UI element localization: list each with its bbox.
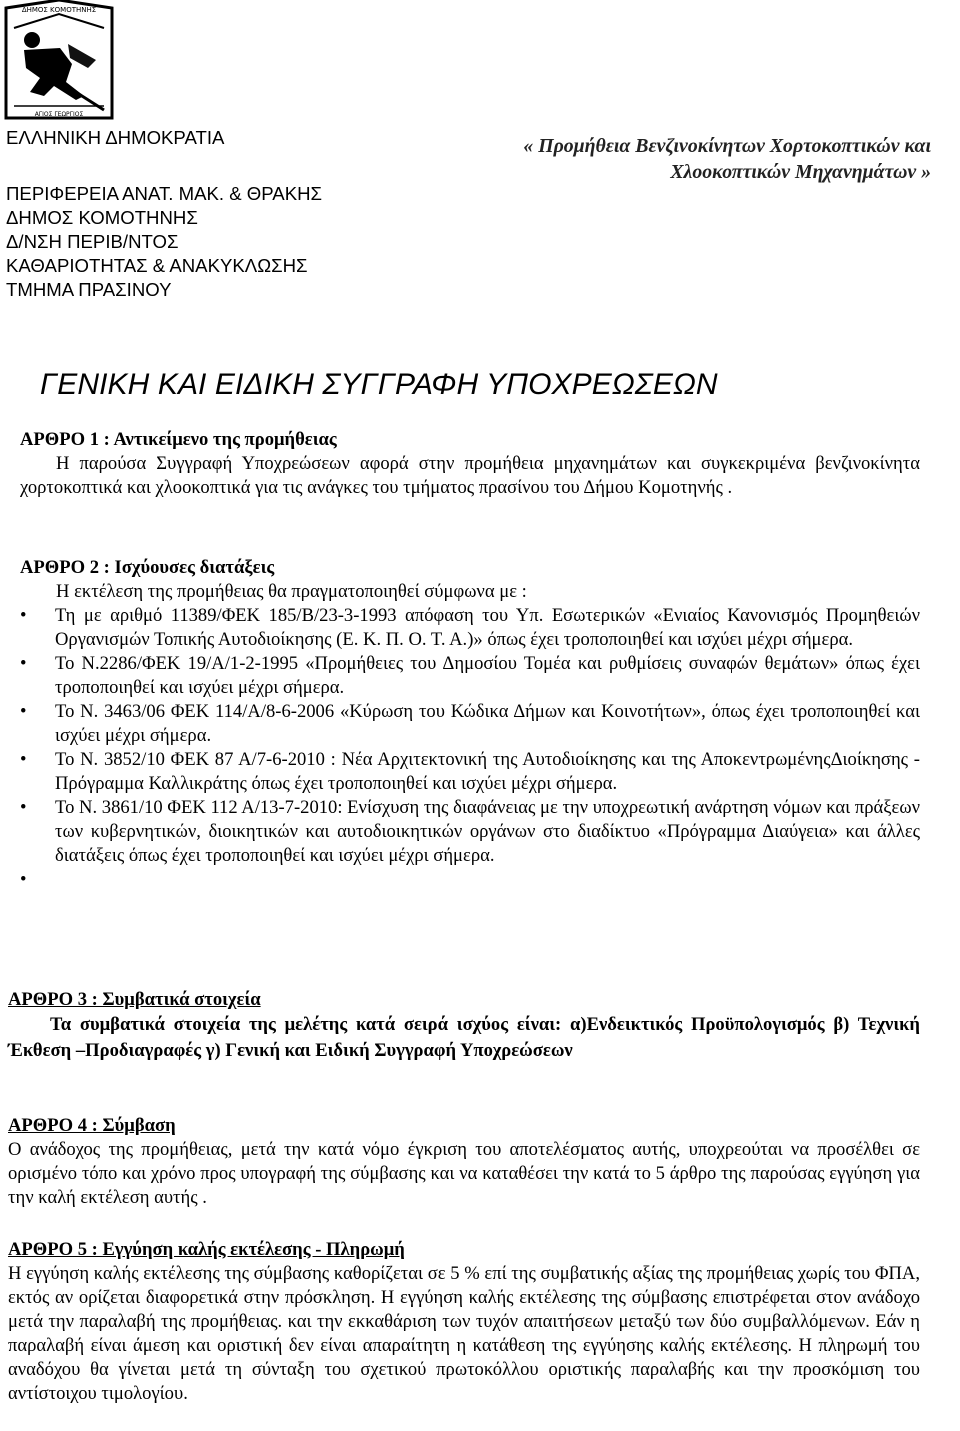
article-5 (8, 1238, 920, 1406)
article-heading: ΑΡΘΡΟ 4 : Σύμβαση (8, 1115, 176, 1136)
article-text: Η παρούσα Συγγραφή Υποχρεώσεων αφορά στην προμήθεια μηχανημάτων και συγκεκριμένα βενζινοκίνητα χορτοκοπτικά και χλοοκοπτικά για τις ανάγκες του τμήματος πρασίνου του Δήμου Κομοτηνής . (20, 453, 920, 498)
article-4 (8, 1114, 920, 1210)
article-heading: ΑΡΘΡΟ 5 : Εγγύηση καλής εκτέλεσης - Πληρωμή (8, 1239, 405, 1260)
project-title (411, 133, 931, 185)
authority-header (6, 126, 446, 302)
svg-text:ΔΗΜΟΣ ΚΟΜΟΤΗΝΗΣ: ΔΗΜΟΣ ΚΟΜΟΤΗΝΗΣ (21, 6, 97, 14)
article-1 (20, 428, 920, 500)
project-title-line: Χλοοκοπτικών Μηχανημάτων » (670, 161, 931, 183)
article-intro: Η εκτέλεση της προμήθειας θα πραγματοποιηθεί σύμφωνα με : (56, 581, 527, 602)
article-2 (20, 556, 920, 892)
project-title-line: « Προμήθεια Βενζινοκίνητων Χορτοκοπτικών και (523, 135, 931, 157)
list-item: • Τη με αριθμό 11389/ΦΕΚ 185/Β/23-3-1993 απόφαση του Υπ. Εσωτερικών «Ενιαίος Κανονισμός Προμηθειών Οργανισμών Τοπικής Αυτοδιοίκησης (Ε. Κ. Π. Ο. Τ. Α.)» όπως έχει τροποποιηθεί και ισχύει μέχρι σήμερα. (20, 604, 920, 652)
article-text: Ο ανάδοχος της προμήθειας, μετά την κατά νόμο έγκριση του αποτελέσματος αυτής, υποχρεούται να προσέλθει σε ορισμένο τόπο και χρόνο προς υπογραφή της σύμβασης και να καταθέσει την κατά το 5 άρθρο της παρούσας εγγύηση για την καλή εκτέλεση αυτής . (8, 1139, 920, 1208)
list-item: • Το Ν. 3852/10 ΦΕΚ 87 Α/7-6-2010 : Νέα Αρχιτεκτονική της Αυτοδιοίκησης και της ΑποκεντρωμένηςΔιοίκησης - Πρόγραμμα Καλλικράτης όπως έχει τροποποιηθεί και ισχύει μέχρι σήμερα. (20, 748, 920, 796)
header-line: ΔΗΜΟΣ ΚΟΜΟΤΗΝΗΣ (6, 207, 198, 228)
header-line: ΕΛΛΗΝΙΚΗ ΔΗΜΟΚΡΑΤΙΑ (6, 127, 225, 148)
svg-text:ΑΓΙΟΣ ΓΕΩΡΓΙΟΣ: ΑΓΙΟΣ ΓΕΩΡΓΙΟΣ (34, 111, 84, 118)
article-3 (8, 988, 920, 1064)
list-item: • Το Ν.2286/ΦΕΚ 19/Α/1-2-1995 «Προμήθειες του Δημοσίου Τομέα και ρυθμίσεις συναφών θεμάτων» όπως έχει τροποποιηθεί και ισχύει μέχρι σήμερα. (20, 652, 920, 700)
header-line: Δ/ΝΣΗ ΠΕΡΙΒ/ΝΤΟΣ (6, 231, 179, 252)
header-line: ΤΜΗΜΑ ΠΡΑΣΙΝΟΥ (6, 279, 172, 300)
article-heading: ΑΡΘΡΟ 1 : Αντικείμενο της προμήθειας (20, 429, 337, 450)
document-title: ΓΕΝΙΚΗ ΚΑΙ ΕΙΔΙΚΗ ΣΥΓΓΡΑΦΗ ΥΠΟΧΡΕΩΣΕΩΝ (40, 368, 718, 401)
header-line: ΠΕΡΙΦΕΡΕΙΑ ΑΝΑΤ. ΜΑΚ. & ΘΡΑΚΗΣ (6, 183, 323, 204)
list-item: • Το Ν. 3861/10 ΦΕΚ 112 Α/13-7-2010: Ενίσχυση της διαφάνειας με την υποχρεωτική ανάρτηση νόμων και πράξεων των κυβερνητικών, διοικητικών και αυτοδιοικητικών οργάνων στο διαδίκτυο «Πρόγραμμα Διαύγεια» και άλλες διατάξεις όπως έχει τροποποιηθεί και ισχύει μέχρι σήμερα. (20, 796, 920, 868)
list-item (20, 868, 920, 892)
article-heading: ΑΡΘΡΟ 2 : Ισχύουσες διατάξεις (20, 557, 275, 578)
list-item: • Το Ν. 3463/06 ΦΕΚ 114/Α/8-6-2006 «Κύρωση του Κώδικα Δήμων και Κοινοτήτων», όπως έχει τροποποιηθεί και ισχύει μέχρι σήμερα. (20, 700, 920, 748)
article-heading: ΑΡΘΡΟ 3 : Συμβατικά στοιχεία (8, 989, 261, 1010)
header-line: ΚΑΘΑΡΙΟΤΗΤΑΣ & ΑΝΑΚΥΚΛΩΣΗΣ (6, 255, 308, 276)
article-text: Η εγγύηση καλής εκτέλεσης της σύμβασης καθορίζεται σε 5 % επί της συμβατικής αξίας της προμήθειας χωρίς του ΦΠΑ, εκτός αν ορίζεται διαφορετικά στην πρόσκληση. Η εγγύηση καλής εκτέλεσης της σύμβασης επιστρέφεται στον ανάδοχο μετά την παραλαβή της προμήθειας. και την εκκαθάριση των τυχόν απαιτήσεων μεταξύ των δύο συμβαλλόμενων. Εάν η παραλαβή είναι άμεση και οριστική δεν είναι απαραίτητη η κατάθεση της εγγύησης καλής εκτέλεσης. Η πληρωμή του αναδόχου θα γίνεται μετά τη σύνταξη του σχετικού πρωτοκόλλου οριστικής παραλαβής και την προσκόμιση του αντίστοιχου τιμολογίου. (8, 1263, 920, 1404)
article-text: Τα συμβατικά στοιχεία της μελέτης κατά σειρά ισχύος είναι: α)Ενδεικτικός Προϋπολογισμός β) Τεχνική Έκθεση –Προδιαγραφές γ) Γενική και Ειδική Συγγραφή Υποχρεώσεων (8, 1014, 920, 1061)
municipality-logo (0, 0, 118, 120)
